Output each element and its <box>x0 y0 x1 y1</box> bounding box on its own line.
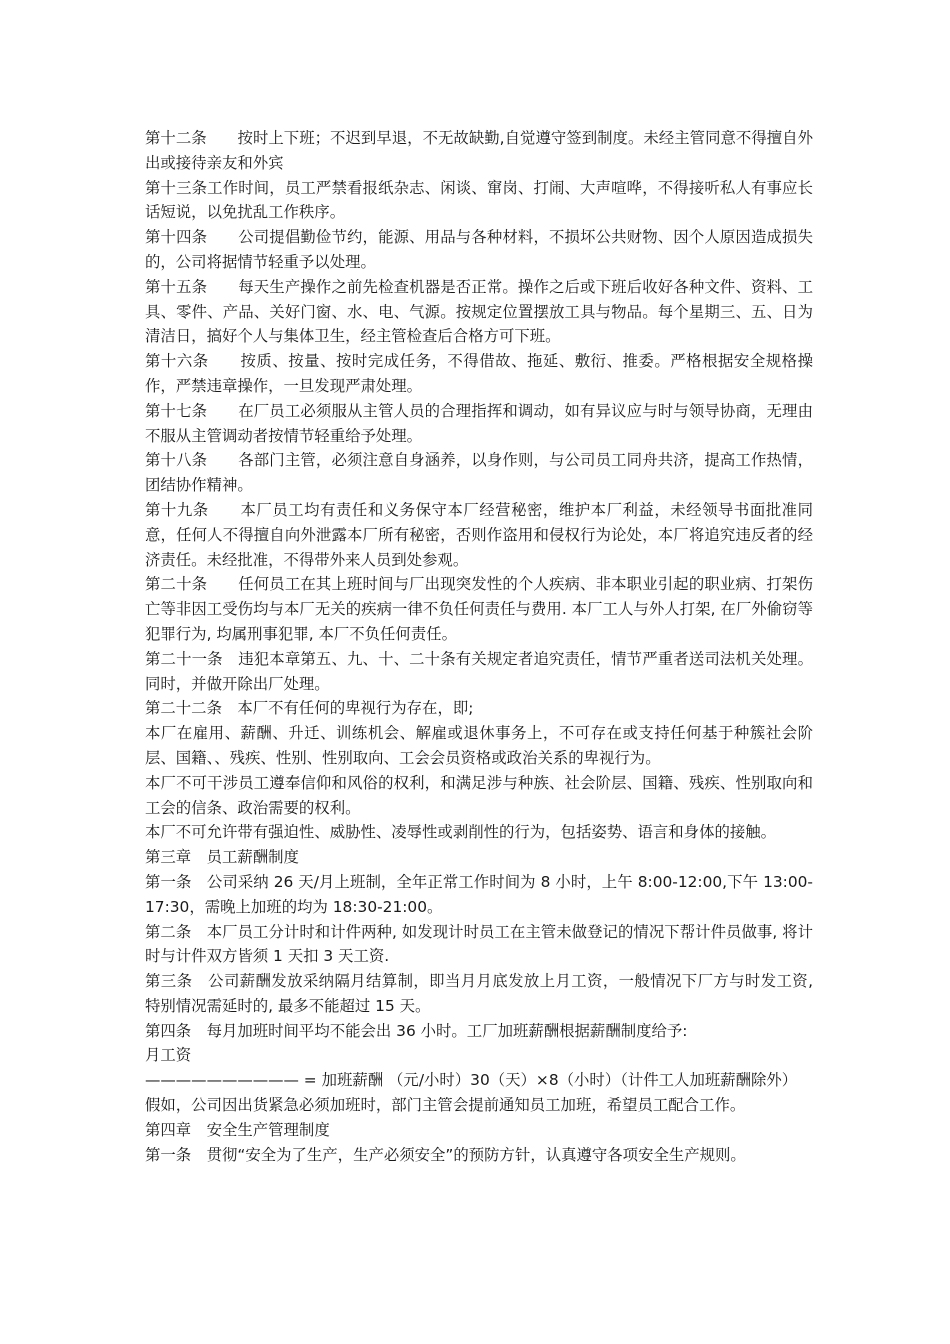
paragraph <box>145 647 813 697</box>
paragraph <box>145 696 813 721</box>
paragraph-text: —————————— = 加班薪酬 （元/小时）30（天）×8（小时）（计件工人加班薪酬除外） <box>145 1071 798 1090</box>
paragraph <box>145 721 813 771</box>
paragraph-text: 各部门主管，必须注意自身涵养，以身作则，与公司员工同舟共济，提高工作热情，团结协作精神。 <box>145 451 813 495</box>
paragraph-text: 每天生产操作之前先检查机器是否正常。操作之后或下班后收好各种文件、资料、工具、零件、产品、关好门窗、水、电、气源。按规定位置摆放工具与物品。每个星期三、五、日为清洁日，搞好个人与集体卫生，经主管检查后合格方可下班。 <box>145 277 813 346</box>
paragraph-text: 按质、按量、按时完成任务，不得借故、拖延、敷衍、推委。严格根据安全规格操作，严禁违章操作，一旦发现严肃处理。 <box>145 352 813 395</box>
paragraph <box>145 225 813 275</box>
paragraph-text: 本厂在雇用、薪酬、升迁、训练机会、解雇或退休事务上，不可存在或支持任何基于种簇社会阶层、国籍、、残疾、性别、性别取向、工会会员资格或政治关系的卑视行为。 <box>145 724 813 767</box>
paragraph-text: 贯彻“安全为了生产，生产必须安全”的预防方针，认真遵守各项安全生产规则。 <box>206 1145 746 1164</box>
paragraph-text: 本厂不有任何的卑视行为存在，即; <box>237 699 474 718</box>
paragraph-text: 本厂员工均有责任和义务保守本厂经营秘密，维护本厂利益，未经领导书面批准同意，任何人不得擅自向外泄露本厂所有秘密，否则作盗用和侵权行为论处，本厂将追究违反者的经济责任。未经批准，不得带外来人员到处参观。 <box>145 500 813 569</box>
article-label: 第二十二条 <box>145 699 238 718</box>
paragraph-text: 本厂不可干涉员工遵奉信仰和风俗的权利，和满足涉与种族、社会阶层、国籍、残疾、性别取向和工会的信条、政治需要的权利。 <box>145 773 813 817</box>
paragraph <box>145 920 813 970</box>
paragraph <box>145 448 813 498</box>
paragraph-text: 公司提倡勤俭节约，能源、用品与各种材料，不损坏公共财物、因个人原因造成损失的，公司将据情节轻重予以处理。 <box>145 228 813 271</box>
article-label: 第十三条 <box>145 178 208 197</box>
article-label: 第二十一条 <box>145 649 239 668</box>
paragraph-text: 本厂员工分计时和计件两种, 如发现计时员工在主管未做登记的情况下帮计件员做事, 将计时与计件双方皆须 1 天扣 3 天工资. <box>145 922 813 966</box>
paragraph-text: 安全生产管理制度 <box>206 1120 330 1139</box>
article-label: 第四条 <box>145 1021 207 1040</box>
paragraph-text: 假如，公司因出货紧急必须加班时，部门主管会提前通知员工加班，希望员工配合工作。 <box>145 1096 746 1115</box>
article-label: 第一条 <box>145 872 207 891</box>
paragraph-text: 本厂不可允许带有强迫性、威胁性、凌辱性或剥削性的行为，包括姿势、语言和身体的接触。 <box>145 823 777 842</box>
paragraph-text: 月工资 <box>145 1046 192 1065</box>
article-label: 第十二条 <box>145 129 238 147</box>
paragraph <box>145 572 813 646</box>
article-label: 第十八条 <box>145 451 239 470</box>
paragraph <box>145 1093 813 1118</box>
paragraph <box>145 870 813 920</box>
paragraph <box>145 126 813 176</box>
paragraph-text: 员工薪酬制度 <box>206 848 299 867</box>
document-page <box>145 126 813 1167</box>
paragraph <box>145 399 813 449</box>
article-label: 第一条 <box>145 1145 207 1164</box>
paragraph <box>145 176 813 226</box>
paragraph <box>145 969 813 1019</box>
paragraph <box>145 1118 813 1143</box>
article-label: 第十七条 <box>145 401 239 420</box>
paragraph <box>145 1143 813 1168</box>
paragraph <box>145 1043 813 1068</box>
article-label: 第四章 <box>145 1120 207 1139</box>
article-label: 第十五条 <box>145 277 239 296</box>
paragraph-text: 按时上下班；不迟到早退，不无故缺勤,自觉遵守签到制度。未经主管同意不得擅自外出或接待亲友和外宾 <box>145 129 813 172</box>
article-label: 第三章 <box>145 848 207 867</box>
paragraph <box>145 349 813 399</box>
paragraph <box>145 498 813 572</box>
paragraph <box>145 820 813 845</box>
paragraph-text: 工作时间，员工严禁看报纸杂志、闲谈、窜岗、打闹、大声喧哗，不得接听私人有事应长话短说，以免扰乱工作秩序。 <box>145 178 813 222</box>
paragraph <box>145 1019 813 1044</box>
article-label: 第十四条 <box>145 228 239 247</box>
paragraph <box>145 845 813 870</box>
paragraph-text: 违犯本章第五、九、十、二十条有关规定者追究责任，情节严重者送司法机关处理。同时，并做开除出厂处理。 <box>145 649 813 693</box>
article-label: 第十九条 <box>145 500 241 519</box>
paragraph-text: 公司薪酬发放采纳隔月结算制，即当月月底发放上月工资，一般情况下厂方与时发工资, 特别情况需延时的, 最多不能超过 15 天。 <box>145 972 813 1015</box>
paragraph-text: 每月加班时间平均不能会出 36 小时。工厂加班薪酬根据薪酬制度给予: <box>206 1021 688 1040</box>
article-label: 第二条 <box>145 922 207 941</box>
paragraph <box>145 275 813 349</box>
paragraph <box>145 771 813 821</box>
paragraph-text: 任何员工在其上班时间与厂出现突发性的个人疾病、非本职业引起的职业病、打架伤亡等非因工受伤均与本厂无关的疾病一律不负任何责任与费用. 本厂工人与外人打架, 在厂外偷窃等犯罪行为, 均属刑事犯罪, 本厂不负任何责任。 <box>145 575 813 643</box>
paragraph-text: 在厂员工必须服从主管人员的合理指挥和调动，如有异议应与时与领导协商，无理由不服从主管调动者按情节轻重给予处理。 <box>145 401 813 445</box>
paragraph <box>145 1068 813 1093</box>
article-label: 第三条 <box>145 972 209 991</box>
paragraph-text: 公司采纳 26 天/月上班制，全年正常工作时间为 8 小时，上午 8:00-12:00,下午 13:00-17:30，需晚上加班的均为 18:30-21:00。 <box>145 872 813 916</box>
article-label: 第二十条 <box>145 575 239 594</box>
article-label: 第十六条 <box>145 352 241 371</box>
